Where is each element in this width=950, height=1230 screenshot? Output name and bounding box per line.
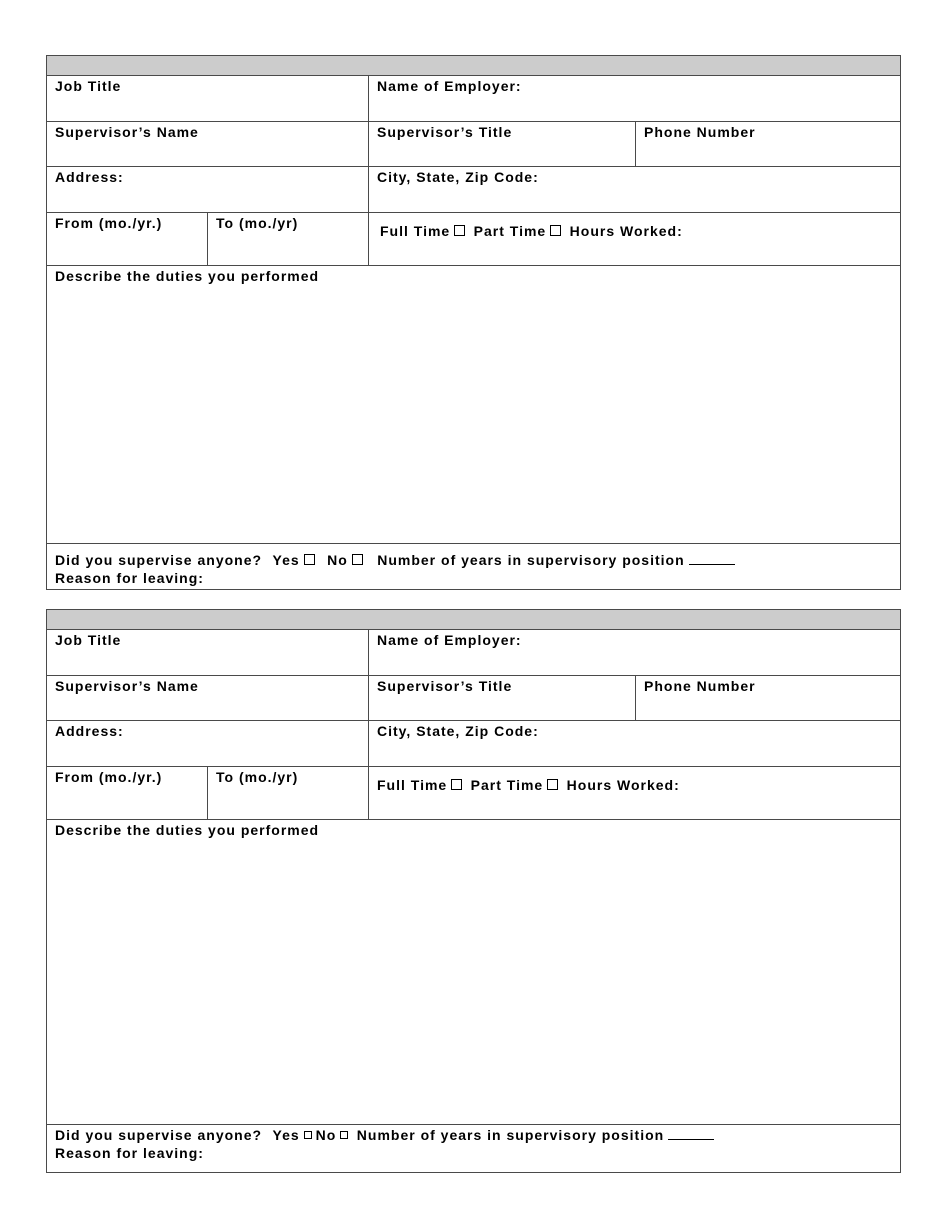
supervisor-title-label: Supervisor’s Title <box>377 678 513 694</box>
part-time-checkbox[interactable] <box>547 779 558 790</box>
no-checkbox[interactable] <box>352 554 363 565</box>
years-supervisory-blank[interactable] <box>689 551 735 565</box>
address-label: Address: <box>55 169 124 185</box>
supervisor-name-label: Supervisor’s Name <box>55 124 199 140</box>
job-title-label: Job Title <box>55 78 122 94</box>
job-title-field[interactable] <box>47 630 369 675</box>
job-title-label: Job Title <box>55 632 122 648</box>
hours-worked-label: Hours Worked: <box>566 777 680 793</box>
full-time-checkbox[interactable] <box>454 225 465 236</box>
part-time-label: Part Time <box>473 223 547 239</box>
supervisor-title-label: Supervisor’s Title <box>377 124 513 140</box>
row-job-employer <box>47 76 900 122</box>
phone-field[interactable] <box>636 122 900 166</box>
row-address <box>47 167 900 213</box>
city-label: City, State, Zip Code: <box>377 169 539 185</box>
duties-field[interactable] <box>47 266 900 543</box>
no-label: No <box>315 1127 337 1143</box>
phone-label: Phone Number <box>644 124 756 140</box>
row-duties <box>47 820 900 1125</box>
section-header-band <box>47 56 900 76</box>
row-supervise <box>47 544 900 589</box>
supervise-question: Did you supervise anyone? <box>55 552 263 568</box>
years-supervisory-blank[interactable] <box>668 1126 714 1140</box>
to-date-field[interactable] <box>208 213 369 265</box>
supervisor-name-field[interactable] <box>47 676 369 720</box>
reason-leaving-label: Reason for leaving: <box>55 1145 204 1161</box>
employment-type-field <box>369 213 900 265</box>
from-label: From (mo./yr.) <box>55 215 163 231</box>
years-supervisory-label: Number of years in supervisory position <box>377 552 685 568</box>
supervise-field <box>47 1125 900 1172</box>
employment-block-2 <box>46 609 901 1173</box>
section-header-band <box>47 610 900 630</box>
row-job-employer <box>47 630 900 676</box>
row-dates-hours <box>47 213 900 266</box>
supervisor-title-field[interactable] <box>369 676 636 720</box>
city-label: City, State, Zip Code: <box>377 723 539 739</box>
supervisor-title-field[interactable] <box>369 122 636 166</box>
no-label: No <box>327 552 348 568</box>
employer-field[interactable] <box>369 76 900 121</box>
hours-worked-label: Hours Worked: <box>569 223 683 239</box>
employer-label: Name of Employer: <box>377 78 522 94</box>
full-time-checkbox[interactable] <box>451 779 462 790</box>
supervise-field <box>47 544 900 589</box>
employment-block-1 <box>46 55 901 590</box>
duties-field[interactable] <box>47 820 900 1124</box>
row-supervise <box>47 1125 900 1172</box>
row-duties <box>47 266 900 544</box>
city-field[interactable] <box>369 721 900 766</box>
yes-label: Yes <box>272 1127 300 1143</box>
duties-label: Describe the duties you performed <box>55 268 320 284</box>
phone-label: Phone Number <box>644 678 756 694</box>
address-field[interactable] <box>47 721 369 766</box>
supervise-question: Did you supervise anyone? <box>55 1127 263 1143</box>
row-supervisor <box>47 122 900 167</box>
employment-type-field <box>369 767 900 819</box>
row-dates-hours <box>47 767 900 820</box>
yes-checkbox[interactable] <box>304 1131 312 1139</box>
to-label: To (mo./yr) <box>216 215 299 231</box>
yes-checkbox[interactable] <box>304 554 315 565</box>
part-time-label: Part Time <box>470 777 544 793</box>
duties-label: Describe the duties you performed <box>55 822 320 838</box>
phone-field[interactable] <box>636 676 900 720</box>
years-supervisory-label: Number of years in supervisory position <box>356 1127 665 1143</box>
job-title-field[interactable] <box>47 76 369 121</box>
from-label: From (mo./yr.) <box>55 769 163 785</box>
from-date-field[interactable] <box>47 213 208 265</box>
address-field[interactable] <box>47 167 369 212</box>
address-label: Address: <box>55 723 124 739</box>
reason-leaving-label: Reason for leaving: <box>55 570 204 586</box>
to-date-field[interactable] <box>208 767 369 819</box>
row-supervisor <box>47 676 900 721</box>
full-time-label: Full Time <box>377 777 448 793</box>
supervisor-name-field[interactable] <box>47 122 369 166</box>
supervisor-name-label: Supervisor’s Name <box>55 678 199 694</box>
from-date-field[interactable] <box>47 767 208 819</box>
full-time-label: Full Time <box>380 223 451 239</box>
city-field[interactable] <box>369 167 900 212</box>
row-address <box>47 721 900 767</box>
to-label: To (mo./yr) <box>216 769 299 785</box>
no-checkbox[interactable] <box>340 1131 348 1139</box>
yes-label: Yes <box>272 552 300 568</box>
employer-label: Name of Employer: <box>377 632 522 648</box>
part-time-checkbox[interactable] <box>550 225 561 236</box>
employer-field[interactable] <box>369 630 900 675</box>
